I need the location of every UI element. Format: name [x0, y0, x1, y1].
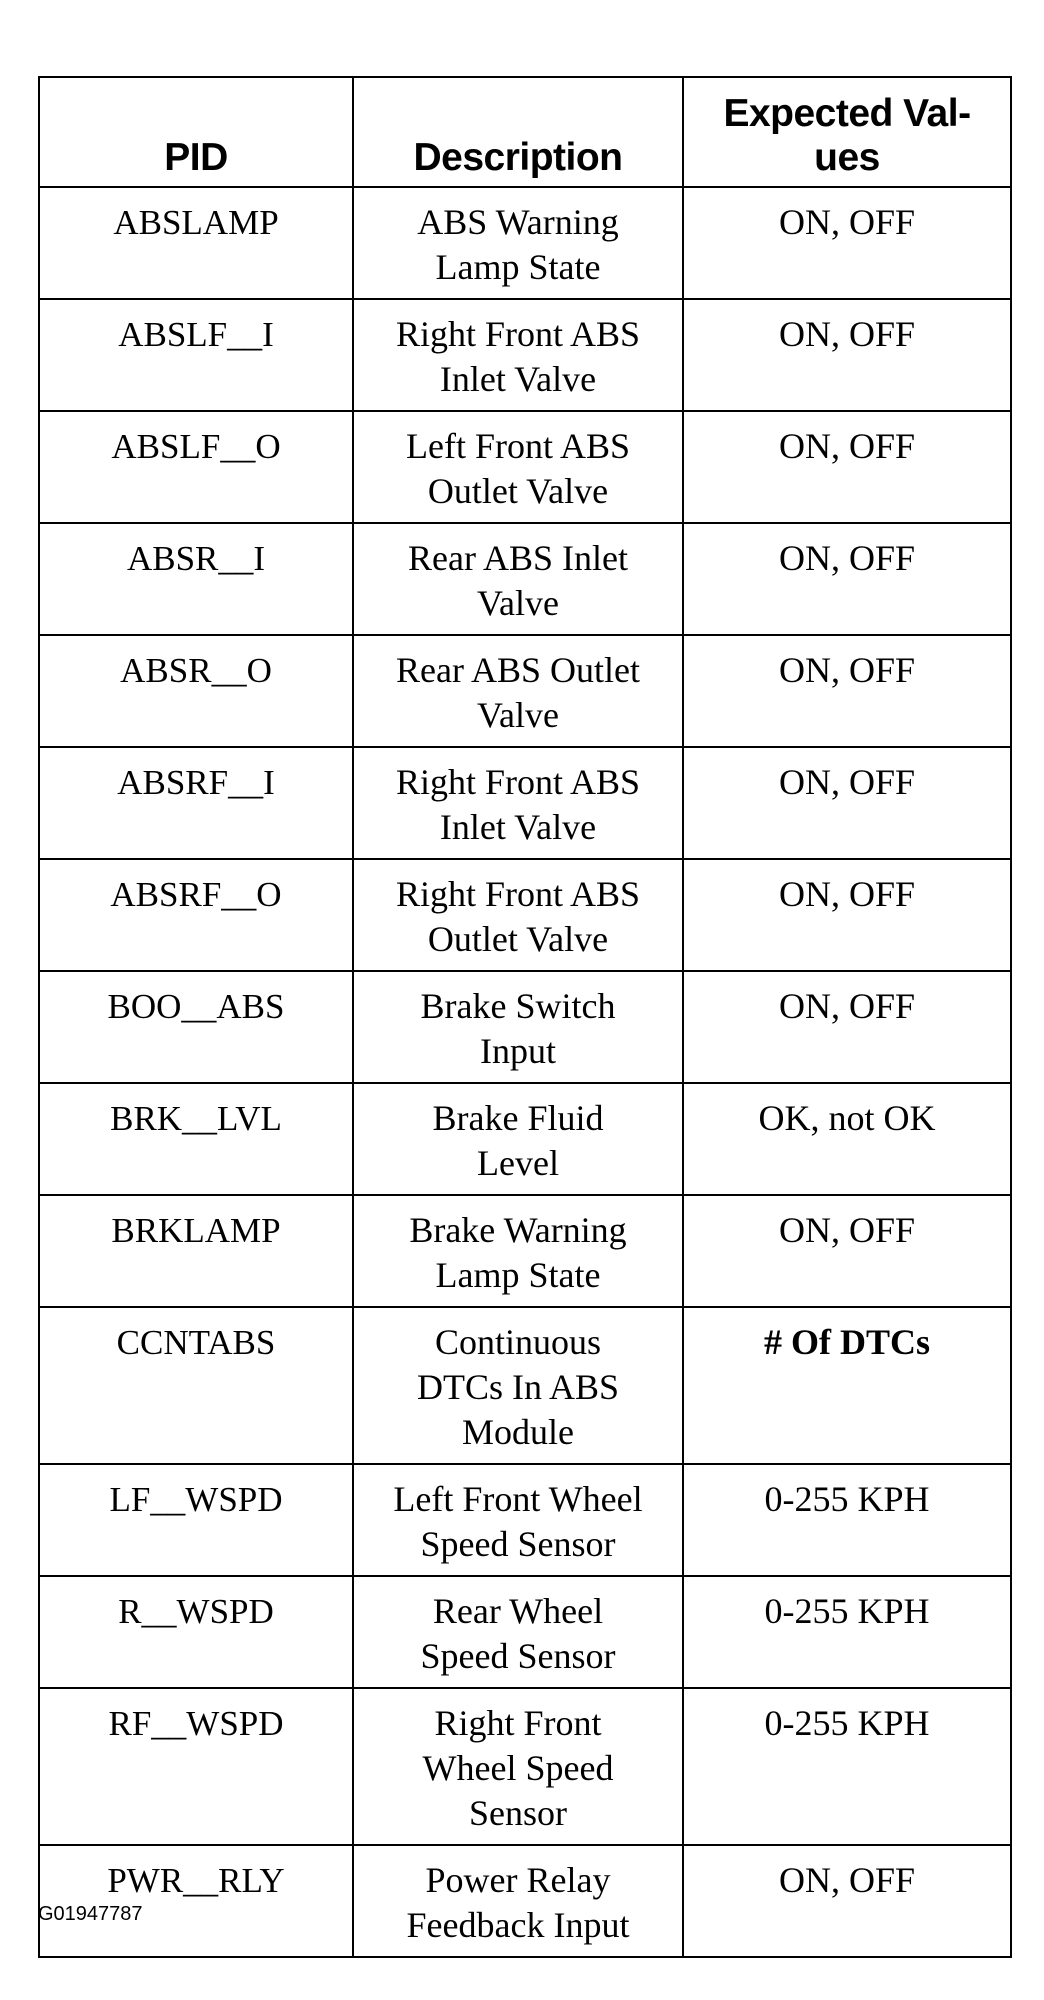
expected-value-cell: ON, OFF	[683, 187, 1011, 299]
description-cell	[353, 411, 683, 523]
expected-value-cell: 0-255 KPH	[683, 1464, 1011, 1576]
description-cell	[353, 1307, 683, 1464]
table-row	[39, 747, 1011, 859]
table-row	[39, 523, 1011, 635]
description-line: Right Front ABS	[395, 874, 641, 914]
description-line: Right Front ABS	[395, 762, 641, 802]
expected-value-cell: ON, OFF	[683, 299, 1011, 411]
table-row	[39, 635, 1011, 747]
description-line: Valve	[477, 583, 559, 623]
description-line: Brake Switch	[420, 986, 616, 1026]
description-line: Brake Warning	[409, 1210, 627, 1250]
header-description-label: Description	[413, 136, 623, 179]
description-line: Sensor	[469, 1793, 567, 1833]
description-line: Right Front ABS	[395, 314, 641, 354]
table-row	[39, 1464, 1011, 1576]
table-row	[39, 411, 1011, 523]
description-cell	[353, 1083, 683, 1195]
header-row	[39, 77, 1011, 187]
table-row	[39, 187, 1011, 299]
expected-value-cell: # Of DTCs	[683, 1307, 1011, 1464]
expected-value-cell: ON, OFF	[683, 1195, 1011, 1307]
pid-cell: RF__WSPD	[39, 1688, 353, 1845]
pid-table-container	[38, 76, 1010, 1958]
pid-cell: BRK__LVL	[39, 1083, 353, 1195]
pid-cell: ABSLAMP	[39, 187, 353, 299]
expected-value-cell: ON, OFF	[683, 635, 1011, 747]
description-line: Input	[480, 1031, 556, 1071]
description-line: Valve	[477, 695, 559, 735]
description-cell	[353, 747, 683, 859]
expected-value-cell: ON, OFF	[683, 411, 1011, 523]
table-row	[39, 859, 1011, 971]
description-line: Lamp State	[435, 247, 601, 287]
description-line: Continuous	[434, 1322, 602, 1362]
pid-cell: R__WSPD	[39, 1576, 353, 1688]
table-row	[39, 299, 1011, 411]
pid-table	[38, 76, 1012, 1958]
description-cell	[353, 1688, 683, 1845]
description-line: Module	[462, 1412, 574, 1452]
table-row	[39, 1845, 1011, 1957]
pid-cell: PWR__RLY	[39, 1845, 353, 1957]
description-line: Brake Fluid	[432, 1098, 604, 1138]
header-pid	[39, 77, 353, 187]
description-cell	[353, 299, 683, 411]
description-line: Rear ABS Outlet	[396, 650, 640, 690]
pid-cell: ABSR__O	[39, 635, 353, 747]
description-cell	[353, 971, 683, 1083]
table-row	[39, 1195, 1011, 1307]
description-cell	[353, 1576, 683, 1688]
description-line: Wheel Speed	[422, 1748, 614, 1788]
pid-cell: ABSRF__O	[39, 859, 353, 971]
header-description	[353, 77, 683, 187]
figure-id: G01947787	[38, 1903, 143, 1925]
table-row	[39, 1307, 1011, 1464]
expected-value-cell: ON, OFF	[683, 1845, 1011, 1957]
pid-cell: ABSLF__I	[39, 299, 353, 411]
header-expected-values	[683, 77, 1011, 187]
description-line: Right Front	[434, 1703, 602, 1743]
expected-value-cell: OK, not OK	[683, 1083, 1011, 1195]
description-line: Left Front Wheel	[393, 1479, 643, 1519]
description-cell	[353, 635, 683, 747]
expected-value-cell: 0-255 KPH	[683, 1688, 1011, 1845]
description-cell	[353, 1195, 683, 1307]
header-expected-line2: ues	[814, 136, 880, 179]
expected-value-cell: 0-255 KPH	[683, 1576, 1011, 1688]
expected-value-cell: ON, OFF	[683, 859, 1011, 971]
table-row	[39, 1576, 1011, 1688]
pid-cell: ABSRF__I	[39, 747, 353, 859]
description-line: Speed Sensor	[420, 1524, 616, 1564]
description-line: Left Front ABS	[405, 426, 630, 466]
table-row	[39, 1083, 1011, 1195]
expected-value-cell: ON, OFF	[683, 971, 1011, 1083]
expected-value-cell: ON, OFF	[683, 523, 1011, 635]
pid-cell: ABSLF__O	[39, 411, 353, 523]
description-line: Feedback Input	[406, 1905, 630, 1945]
header-expected-line1: Expected Val-	[723, 92, 971, 135]
description-line: Level	[477, 1143, 559, 1183]
description-line: Rear ABS Inlet	[408, 538, 628, 578]
description-line: Rear Wheel	[432, 1591, 604, 1631]
pid-cell: BRKLAMP	[39, 1195, 353, 1307]
description-line: Speed Sensor	[420, 1636, 616, 1676]
pid-cell: BOO__ABS	[39, 971, 353, 1083]
expected-value-cell: ON, OFF	[683, 747, 1011, 859]
table-row	[39, 971, 1011, 1083]
description-line: Outlet Valve	[427, 471, 609, 511]
description-cell	[353, 1464, 683, 1576]
header-pid-label: PID	[164, 136, 228, 179]
description-cell	[353, 523, 683, 635]
table-row	[39, 1688, 1011, 1845]
description-cell	[353, 187, 683, 299]
description-line: Lamp State	[435, 1255, 601, 1295]
description-line: Inlet Valve	[439, 359, 597, 399]
pid-cell: CCNTABS	[39, 1307, 353, 1464]
description-line: ABS Warning	[417, 202, 619, 242]
description-line: Outlet Valve	[427, 919, 609, 959]
description-line: Inlet Valve	[439, 807, 597, 847]
description-line: DTCs In ABS	[416, 1367, 620, 1407]
description-cell	[353, 859, 683, 971]
table-body	[39, 187, 1011, 1957]
description-line: Power Relay	[425, 1860, 611, 1900]
description-cell	[353, 1845, 683, 1957]
pid-cell: ABSR__I	[39, 523, 353, 635]
pid-cell: LF__WSPD	[39, 1464, 353, 1576]
